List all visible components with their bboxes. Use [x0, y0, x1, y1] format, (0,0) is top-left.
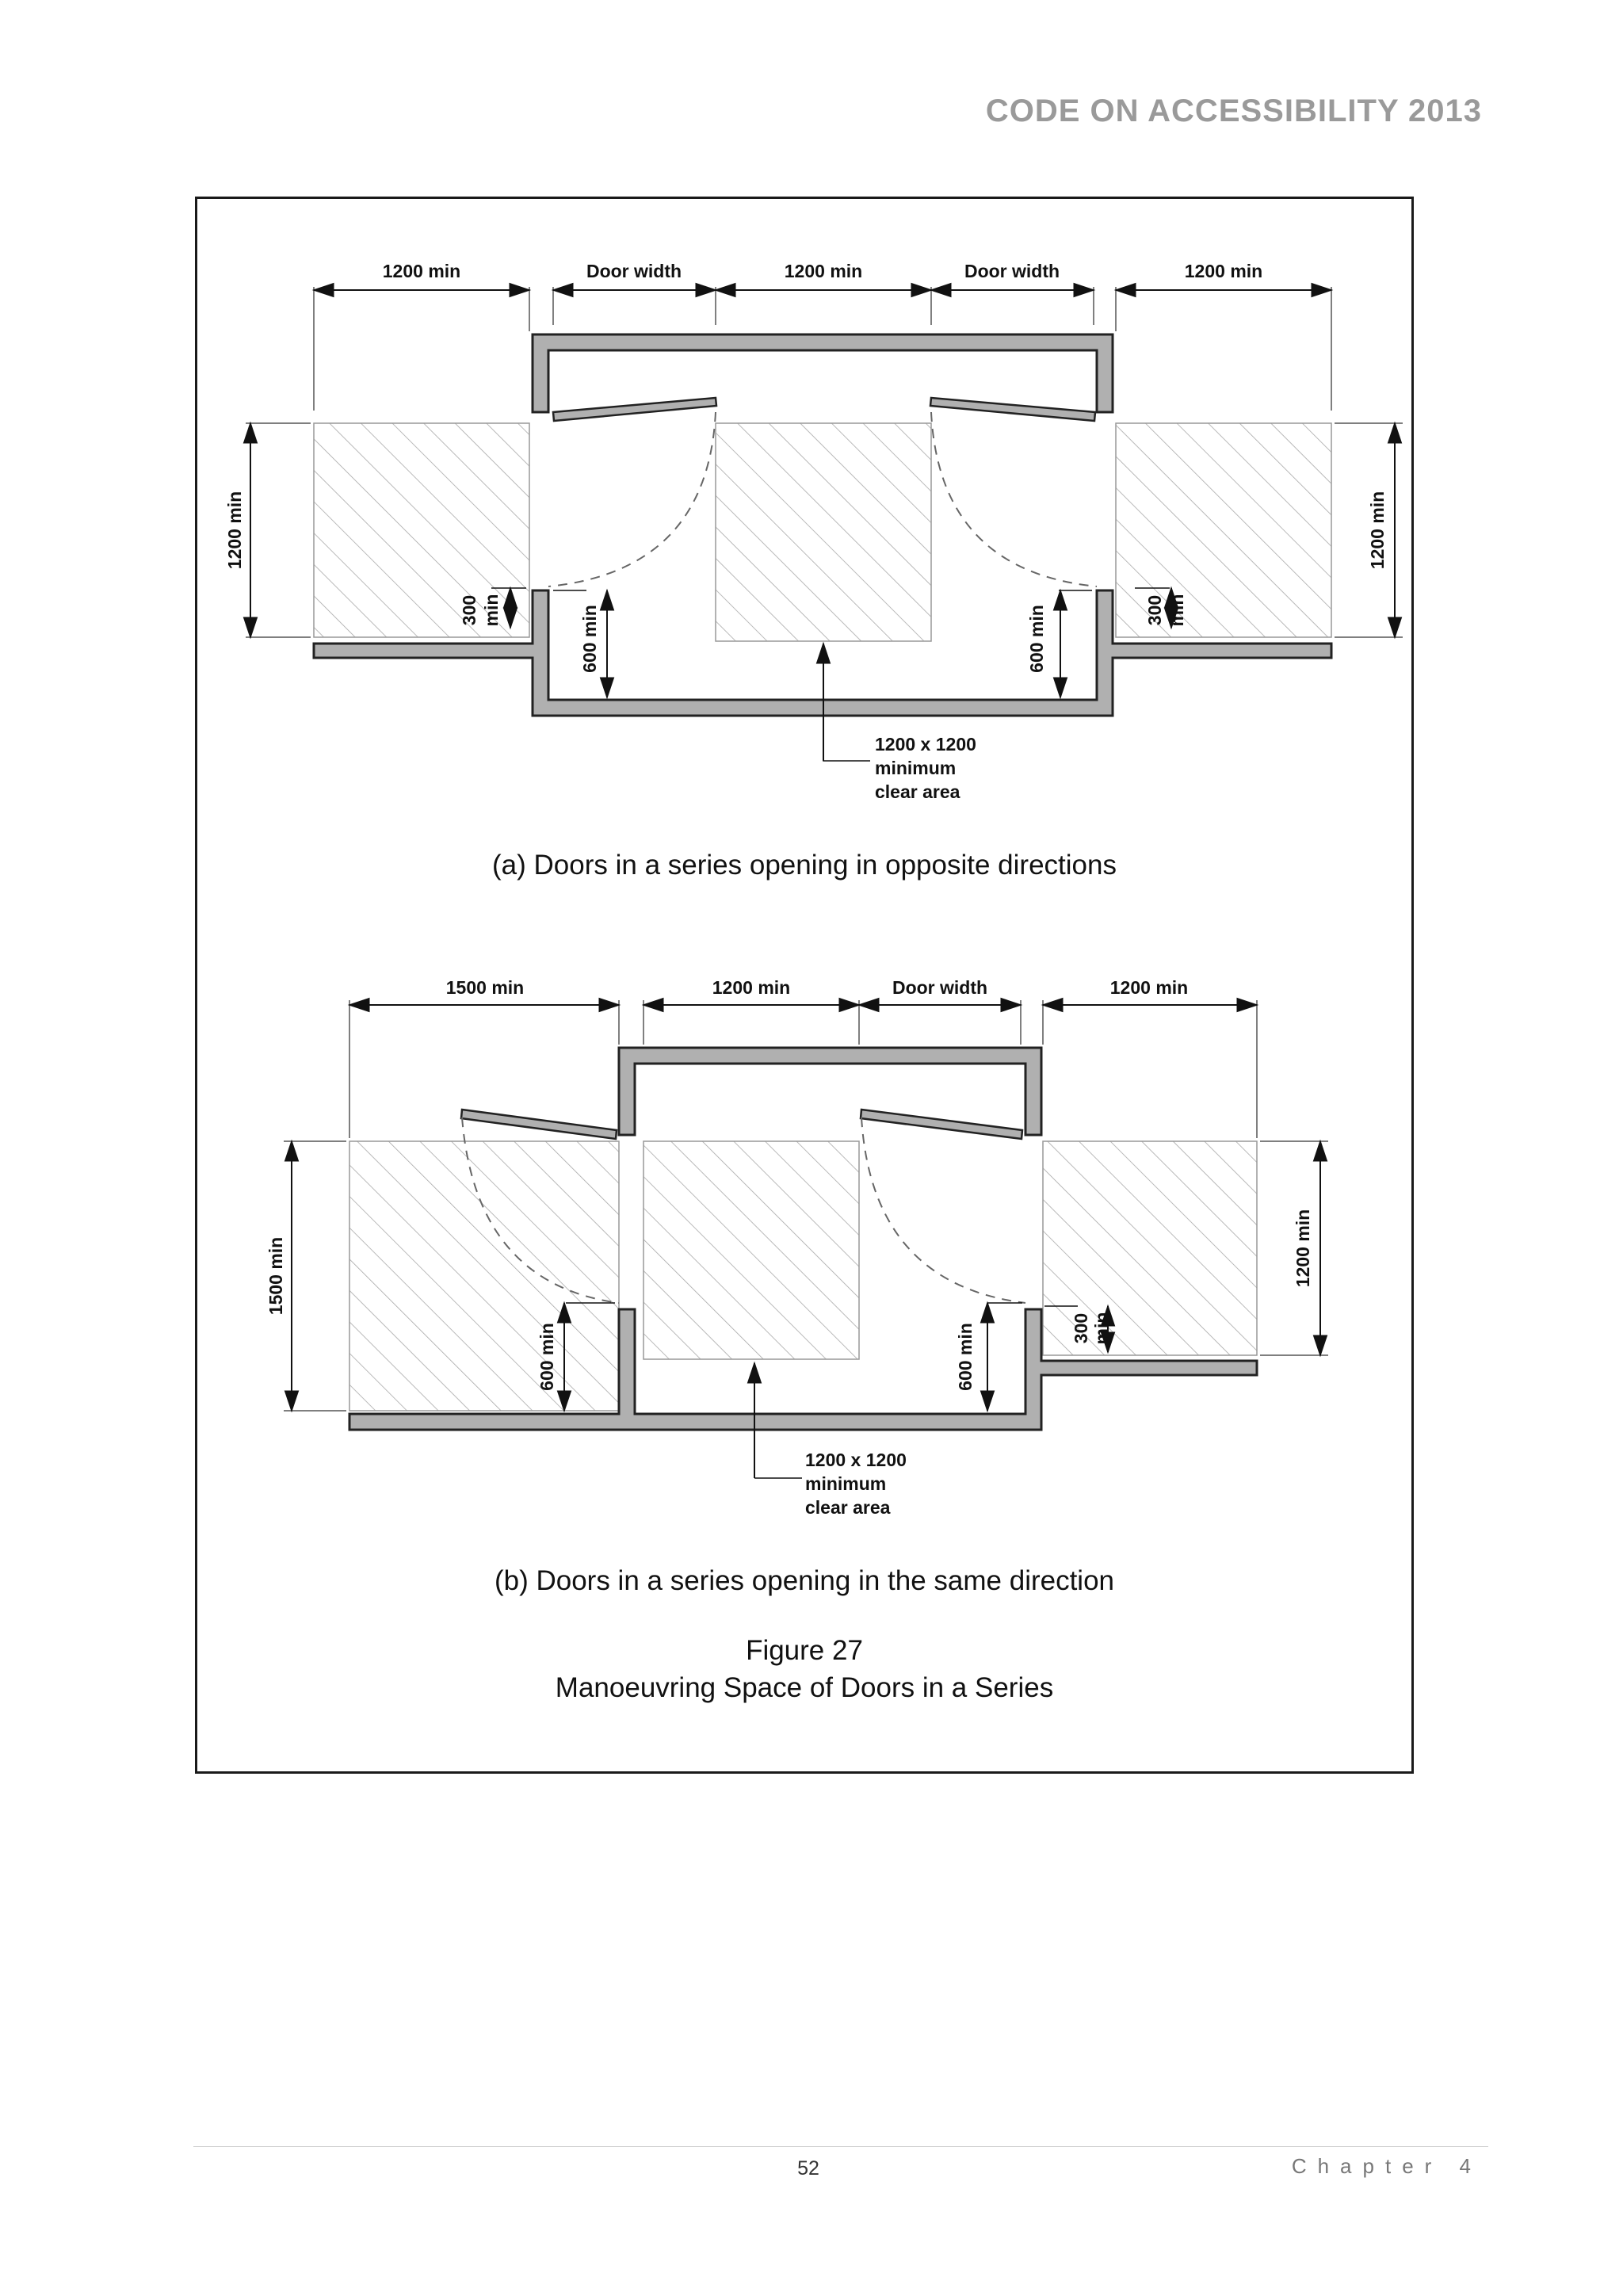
dim-b-right: 1200 min: [1293, 1209, 1313, 1288]
dim-a-top-2: Door width: [586, 261, 682, 281]
dim-a-300-left-1: 300: [459, 594, 479, 626]
clear-area-a-note-2: minimum: [875, 758, 957, 778]
dim-b-300-2: min: [1091, 1312, 1112, 1345]
door-leaf-a-left: [553, 398, 716, 421]
dim-b-left: 1500 min: [265, 1236, 286, 1316]
chapter-label: Chapter 4: [1291, 2154, 1482, 2178]
dim-a-top-5: 1200 min: [1184, 261, 1263, 281]
dim-a-300-right-1: 300: [1144, 594, 1165, 626]
wall-top-b: [619, 1048, 1041, 1135]
dim-a-top-1: 1200 min: [382, 261, 461, 281]
figure-a-diagram: [224, 261, 1403, 802]
door-leaf-a-right: [930, 398, 1095, 421]
clear-area-b2: [643, 1141, 859, 1359]
dim-b-top-3: Door width: [892, 977, 988, 998]
dim-b-top-2: 1200 min: [712, 977, 791, 998]
dim-a-top-4: Door width: [964, 261, 1060, 281]
dim-a-600-right: 600 min: [1026, 605, 1047, 673]
dim-b-600-right: 600 min: [955, 1323, 976, 1391]
dim-a-300-left-2: min: [481, 594, 502, 627]
clear-area-b-note-1: 1200 x 1200: [805, 1450, 907, 1470]
figure-title: Manoeuvring Space of Doors in a Series: [555, 1672, 1054, 1703]
door-swing-b-right: [861, 1117, 1025, 1303]
figure-b-diagram: [265, 977, 1328, 1518]
door-leaf-b-right: [861, 1110, 1022, 1139]
caption-b: (b) Doors in a series opening in the same direction: [494, 1565, 1115, 1596]
clear-area-b-note-3: clear area: [805, 1497, 891, 1518]
door-swing-a-left: [548, 412, 716, 586]
running-title: CODE ON ACCESSIBILITY 2013: [985, 94, 1482, 128]
dim-a-left: 1200 min: [224, 491, 245, 570]
door-leaf-b-left: [461, 1110, 617, 1139]
dim-a-top-3: 1200 min: [784, 261, 863, 281]
wall-top-a: [533, 334, 1113, 412]
clear-area-a2: [716, 423, 931, 641]
footer-divider: [193, 2146, 1488, 2147]
dim-a-300-right-2: min: [1167, 594, 1187, 627]
clear-area-a-note-1: 1200 x 1200: [875, 734, 976, 755]
caption-a: (a) Doors in a series opening in opposite directions: [492, 850, 1117, 881]
clear-area-a-note-3: clear area: [875, 781, 960, 802]
dim-b-600-left: 600 min: [537, 1323, 557, 1391]
figure-number: Figure 27: [746, 1635, 863, 1666]
page-number: 52: [797, 2157, 819, 2179]
clear-area-b1: [349, 1141, 619, 1411]
dim-b-300-1: 300: [1071, 1312, 1091, 1344]
dim-b-top-4: 1200 min: [1109, 977, 1189, 998]
dim-a-600-left: 600 min: [579, 605, 600, 673]
clear-area-b-note-2: minimum: [805, 1473, 887, 1494]
dim-b-top-1: 1500 min: [445, 977, 525, 998]
door-swing-a-right: [931, 412, 1097, 586]
dim-a-right: 1200 min: [1367, 491, 1388, 570]
